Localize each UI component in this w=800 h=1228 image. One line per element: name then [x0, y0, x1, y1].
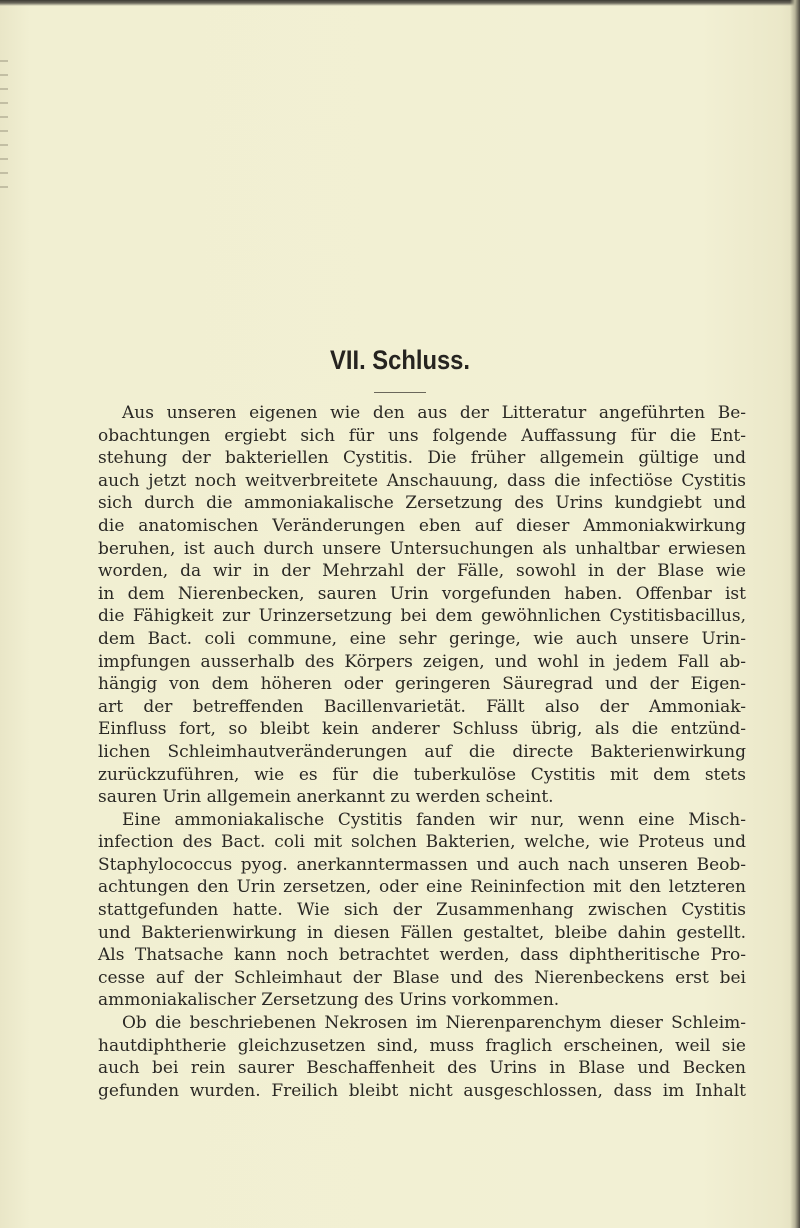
text-line: dem Bact. coli commune, eine sehr geringe, wie auch unsere Urin- — [98, 628, 746, 649]
text-line: infection des Bact. coli mit solchen Bakterien, welche, wie Proteus und — [98, 832, 746, 853]
chapter-heading: VII. Schluss. — [330, 345, 470, 375]
text-line: die Fähigkeit zur Urinzersetzung bei dem gewöhnlichen Cystitisbacillus, — [98, 606, 746, 627]
text-line: sich durch die ammoniakalische Zersetzung des Urins kundgiebt und — [98, 493, 746, 514]
text-line: sauren Urin allgemein anerkannt zu werden scheint. — [98, 787, 554, 808]
text-line: Ob die beschriebenen Nekrosen im Nierenparenchym dieser Schleim- — [122, 1013, 746, 1034]
text-line: auch bei rein saurer Beschaffenheit des Urins in Blase und Becken — [98, 1058, 746, 1079]
text-line: obachtungen ergiebt sich für uns folgende Auffassung für die Ent- — [98, 425, 746, 446]
text-line: zurückzuführen, wie es für die tuberkulöse Cystitis mit dem stets — [98, 764, 746, 785]
text-line: hautdiphtherie gleichzusetzen sind, muss fraglich erscheinen, weil sie — [98, 1035, 746, 1056]
text-line: und Bakterienwirkung in diesen Fällen gestaltet, bleibe dahin gestellt. — [98, 922, 746, 943]
text-line: achtungen den Urin zersetzen, oder eine Reininfection mit den letzteren — [98, 877, 746, 898]
text-line: hängig von dem höheren oder geringeren Säuregrad und der Eigen- — [98, 674, 746, 695]
text-line: ammoniakalischer Zersetzung des Urins vorkommen. — [98, 990, 560, 1011]
text-line: stattgefunden hatte. Wie sich der Zusammenhang zwischen Cystitis — [98, 900, 746, 921]
text-line: gefunden wurden. Freilich bleibt nicht ausgeschlossen, dass im Inhalt — [98, 1080, 746, 1101]
text-line: Eine ammoniakalische Cystitis fanden wir nur, wenn eine Misch- — [122, 809, 746, 830]
text-line: cesse auf der Schleimhaut der Blase und des Nierenbeckens erst bei — [98, 967, 746, 988]
text-line: worden, da wir in der Mehrzahl der Fälle, sowohl in der Blase wie — [98, 561, 746, 582]
text-line: impfungen ausserhalb des Körpers zeigen, und wohl in jedem Fall ab- — [98, 651, 746, 672]
page-top-edge — [0, 0, 800, 6]
text-line: Als Thatsache kann noch betrachtet werden, dass diphtheritische Pro- — [98, 945, 746, 966]
text-line: Staphylococcus pyog. anerkanntermassen und auch nach unseren Beob- — [98, 854, 746, 875]
text-line: Aus unseren eigenen wie den aus der Litteratur angeführten Be- — [122, 403, 746, 423]
page-left-margin-marks — [0, 60, 8, 200]
text-line: beruhen, ist auch durch unsere Untersuchungen als unhaltbar erwiesen — [98, 538, 746, 559]
text-line: Einfluss fort, so bleibt kein anderer Schluss übrig, als die entzünd- — [98, 719, 746, 740]
text-line: stehung der bakteriellen Cystitis. Die früher allgemein gültige und — [98, 448, 746, 469]
heading-rule — [374, 392, 426, 393]
text-line: art der betreffenden Bacillenvarietät. Fällt also der Ammoniak- — [98, 696, 746, 717]
body-text — [98, 402, 746, 1102]
text-line: die anatomischen Veränderungen eben auf dieser Ammoniakwirkung — [98, 515, 746, 536]
page-right-edge — [790, 0, 800, 1228]
text-line: lichen Schleimhautveränderungen auf die directe Bakterienwirkung — [98, 741, 746, 762]
text-line: in dem Nierenbecken, sauren Urin vorgefunden haben. Offenbar ist — [98, 583, 746, 604]
text-line: auch jetzt noch weitverbreitete Anschauung, dass die infectiöse Cystitis — [98, 470, 746, 491]
